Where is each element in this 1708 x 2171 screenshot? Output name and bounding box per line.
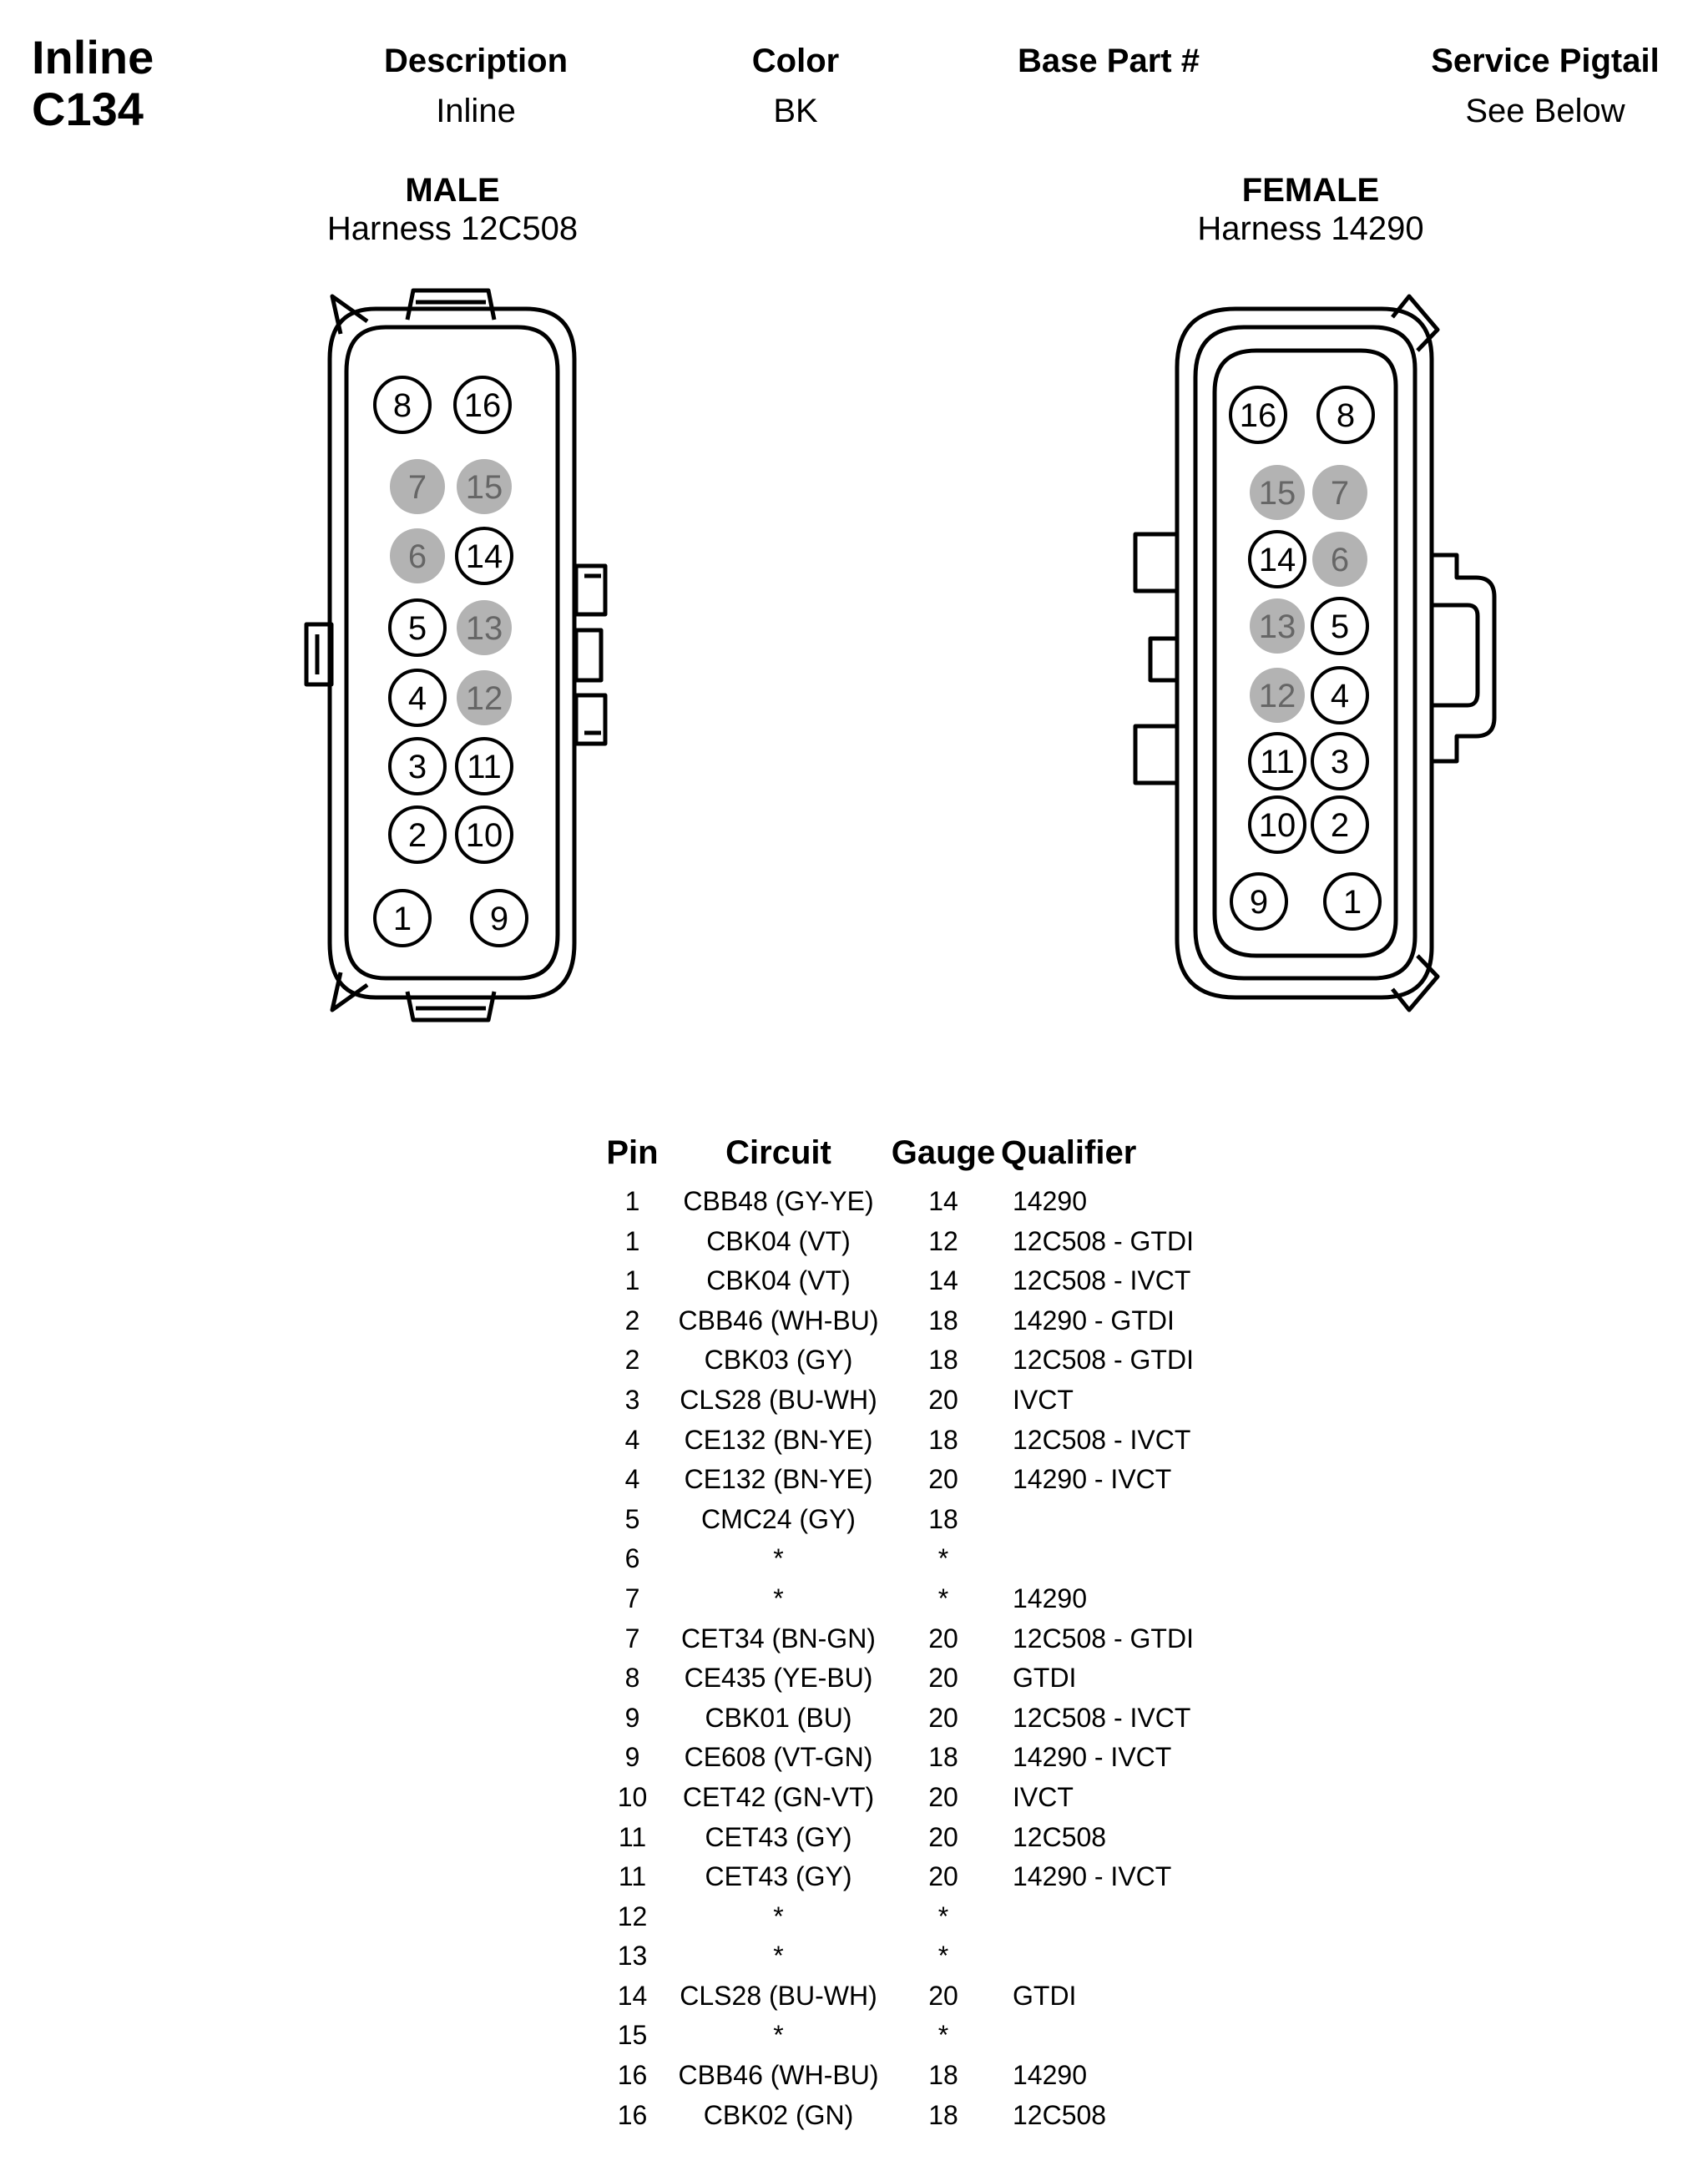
row-qualifier: GTDI [1013, 1980, 1077, 2011]
table-row [597, 1778, 1246, 1818]
row-qualifier: 14290 [1013, 1583, 1087, 1613]
table-row [597, 2056, 1246, 2096]
row-qualifier [998, 1500, 1246, 1540]
row-qualifier: GTDI [1013, 1663, 1077, 1694]
row-pin: 2 [624, 1305, 640, 1335]
header-label: Description [383, 43, 568, 79]
row-qualifier: 12C508 - GTDI [1013, 1345, 1194, 1376]
row-qualifier: IVCT [1013, 1781, 1074, 1812]
row-circuit: CBK01 (BU) [705, 1702, 852, 1733]
table-row [597, 1659, 1246, 1699]
connector-id: C134 [32, 83, 144, 135]
table-row [597, 2016, 1246, 2056]
header-pin: Pin [606, 1134, 659, 1171]
pin-number: 1 [1342, 884, 1362, 921]
row-pin: 4 [624, 1424, 640, 1455]
row-circuit: CET42 (GN-VT) [682, 1781, 875, 1812]
row-pin: 1 [624, 1186, 640, 1216]
row-gauge: 12 [928, 1225, 958, 1256]
row-gauge: 20 [928, 1623, 958, 1653]
row-gauge: 18 [928, 1424, 958, 1455]
row-pin: 15 [617, 2020, 648, 2051]
row-gauge: 20 [928, 1464, 958, 1495]
row-circuit: CBK02 (GN) [703, 2099, 854, 2130]
row-circuit: CMC24 (GY) [701, 1503, 856, 1534]
header-color [620, 42, 971, 130]
header-service-pigtail [1370, 42, 1708, 130]
row-gauge: 18 [928, 1345, 958, 1376]
table-row [597, 1460, 1246, 1500]
row-circuit: CBB46 (WH-BU) [678, 1305, 879, 1335]
pin-number: 9 [1249, 884, 1269, 921]
pin-number: 2 [407, 817, 427, 854]
table-row [597, 1340, 1246, 1381]
row-circuit: CBK03 (GY) [704, 1345, 853, 1376]
row-pin: 8 [624, 1663, 640, 1694]
male-pin-10 [457, 807, 512, 862]
male-pin-4 [390, 670, 445, 725]
pin-number: 14 [465, 538, 503, 575]
male-pin-15 [457, 459, 512, 514]
male-harness: Harness 12C508 [326, 210, 579, 247]
row-pin: 6 [624, 1543, 640, 1574]
row-circuit: CET43 (GY) [705, 1821, 852, 1852]
row-circuit: * [773, 1583, 784, 1613]
female-pin-3 [1312, 734, 1367, 789]
row-gauge: 18 [928, 1742, 958, 1773]
row-gauge: 14 [928, 1265, 958, 1296]
row-qualifier: 14290 - IVCT [1013, 1742, 1172, 1773]
male-pin-16 [455, 377, 510, 432]
row-gauge: * [937, 1583, 949, 1613]
table-row [597, 2096, 1246, 2136]
table-row [597, 1579, 1246, 1619]
pin-number: 7 [1330, 475, 1350, 512]
row-qualifier [998, 1936, 1246, 1977]
row-gauge: 14 [928, 1186, 958, 1216]
male-label [219, 171, 686, 248]
row-pin: 16 [617, 2060, 648, 2091]
table-row [597, 1738, 1246, 1778]
row-qualifier [998, 1539, 1246, 1579]
row-circuit: * [773, 1941, 784, 1972]
pin-number: 5 [407, 610, 427, 647]
female-connector-diagram [1119, 284, 1511, 1027]
female-pin-array [1230, 387, 1380, 929]
female-pin-15 [1250, 465, 1305, 520]
table-row [597, 1500, 1246, 1540]
row-qualifier: 14290 [1013, 2060, 1087, 2091]
row-gauge: * [937, 1941, 949, 1972]
table-row [597, 1936, 1246, 1977]
row-pin: 5 [624, 1503, 640, 1534]
pin-number: 5 [1330, 608, 1350, 645]
pin-number: 12 [465, 680, 503, 717]
pin-number: 3 [1330, 744, 1350, 780]
row-pin: 11 [618, 1861, 647, 1892]
row-gauge: 18 [928, 2099, 958, 2130]
pin-number: 6 [1330, 542, 1350, 578]
pin-number: 10 [1258, 807, 1296, 844]
male-pin-11 [457, 739, 512, 794]
row-gauge: 20 [928, 1702, 958, 1733]
row-circuit: CBB46 (WH-BU) [678, 2060, 879, 2091]
table-row [597, 1421, 1246, 1461]
pin-number: 14 [1258, 542, 1296, 578]
male-pin-13 [457, 600, 512, 655]
female-pin-2 [1312, 797, 1367, 852]
female-pin-13 [1250, 598, 1305, 654]
pin-number: 4 [407, 680, 427, 717]
header-label: Color [751, 43, 840, 79]
table-row [597, 1222, 1246, 1262]
female-pin-5 [1312, 598, 1367, 654]
female-pin-9 [1231, 874, 1286, 929]
row-pin: 14 [617, 1980, 648, 2011]
row-gauge: 20 [928, 1663, 958, 1694]
header-label: Base Part # [1018, 43, 1200, 79]
male-pin-array [375, 377, 527, 946]
row-qualifier: 14290 - IVCT [1013, 1861, 1172, 1892]
header-circuit: Circuit [725, 1134, 831, 1171]
table-row [597, 1699, 1246, 1739]
row-pin: 3 [624, 1384, 640, 1415]
pin-number: 8 [392, 387, 412, 424]
pin-number: 4 [1330, 678, 1350, 714]
male-pin-14 [457, 528, 512, 583]
female-label [1077, 171, 1544, 248]
pin-number: 9 [489, 901, 509, 937]
row-circuit: CET43 (GY) [705, 1861, 852, 1892]
row-qualifier: 12C508 [1013, 1821, 1107, 1852]
row-circuit: CLS28 (BU-WH) [680, 1980, 877, 2011]
row-gauge: 18 [928, 1503, 958, 1534]
row-gauge: 18 [928, 2060, 958, 2091]
pin-number: 7 [407, 469, 427, 506]
female-pin-11 [1250, 734, 1305, 789]
pin-number: 12 [1258, 678, 1296, 714]
row-pin: 2 [624, 1345, 640, 1376]
row-qualifier: 12C508 - GTDI [1013, 1623, 1194, 1653]
row-gauge: * [937, 1543, 949, 1574]
table-row [597, 1381, 1246, 1421]
male-pin-7 [390, 459, 445, 514]
female-pin-12 [1250, 668, 1305, 723]
female-pin-16 [1230, 387, 1286, 442]
row-circuit: CE132 (BN-YE) [684, 1424, 873, 1455]
row-qualifier [998, 1897, 1246, 1937]
row-qualifier: 14290 - GTDI [1013, 1305, 1175, 1335]
row-circuit: CLS28 (BU-WH) [680, 1384, 877, 1415]
row-pin: 9 [624, 1702, 640, 1733]
pin-table [597, 1133, 1246, 2135]
pin-number: 10 [465, 817, 503, 854]
row-gauge: 20 [928, 1980, 958, 2011]
row-gauge: 20 [928, 1781, 958, 1812]
row-gauge: 20 [928, 1821, 958, 1852]
row-qualifier: 12C508 - GTDI [1013, 1225, 1194, 1256]
table-row [597, 1301, 1246, 1341]
pin-number: 8 [1336, 397, 1356, 434]
connector-title-line1: Inline [32, 31, 154, 83]
row-circuit: CE435 (YE-BU) [684, 1663, 873, 1694]
male-title: MALE [405, 172, 500, 209]
table-row [597, 1619, 1246, 1659]
pin-number: 16 [1239, 397, 1277, 434]
female-pin-1 [1325, 874, 1380, 929]
table-row [597, 1897, 1246, 1937]
table-row [597, 1857, 1246, 1897]
female-pin-8 [1318, 387, 1373, 442]
header-qualifier: Qualifier [1001, 1134, 1137, 1171]
pin-number: 15 [465, 469, 503, 506]
header-base-part [933, 42, 1284, 92]
row-pin: 1 [624, 1265, 640, 1296]
row-pin: 16 [617, 2099, 648, 2130]
row-pin: 7 [624, 1583, 640, 1613]
row-gauge: 18 [928, 1305, 958, 1335]
female-pin-10 [1250, 797, 1305, 852]
header-description [301, 42, 651, 130]
male-connector-diagram [296, 284, 614, 1027]
row-gauge: 20 [928, 1861, 958, 1892]
row-qualifier [998, 2016, 1246, 2056]
row-qualifier: 12C508 - IVCT [1013, 1265, 1191, 1296]
table-row [597, 1977, 1246, 2017]
row-qualifier: 12C508 - IVCT [1013, 1702, 1191, 1733]
female-pin-7 [1312, 465, 1367, 520]
female-pin-14 [1250, 532, 1305, 587]
pin-table-header [597, 1133, 1246, 1182]
row-circuit: CBK04 (VT) [706, 1225, 851, 1256]
header-gauge: Gauge [891, 1134, 996, 1171]
male-pin-2 [390, 807, 445, 862]
table-row [597, 1539, 1246, 1579]
row-qualifier: 14290 - IVCT [1013, 1464, 1172, 1495]
row-gauge: 20 [928, 1384, 958, 1415]
pin-number: 3 [407, 749, 427, 785]
pin-number: 1 [392, 901, 412, 937]
male-pin-8 [375, 377, 430, 432]
pin-number: 6 [407, 538, 427, 575]
male-pin-5 [390, 600, 445, 655]
row-qualifier: 14290 [1013, 1186, 1087, 1216]
row-pin: 9 [624, 1742, 640, 1773]
row-circuit: * [773, 2020, 784, 2051]
header-value: BK [773, 93, 818, 129]
pin-number: 11 [467, 749, 502, 785]
row-circuit: CET34 (BN-GN) [681, 1623, 876, 1653]
row-qualifier: 12C508 [1013, 2099, 1107, 2130]
row-circuit: CBB48 (GY-YE) [683, 1186, 874, 1216]
table-row [597, 1182, 1246, 1222]
male-pin-12 [457, 670, 512, 725]
female-connector-housing [1135, 296, 1494, 1010]
row-pin: 1 [624, 1225, 640, 1256]
row-qualifier: 12C508 - IVCT [1013, 1424, 1191, 1455]
table-row [597, 1818, 1246, 1858]
row-circuit: CE608 (VT-GN) [684, 1742, 873, 1773]
pin-number: 2 [1330, 807, 1350, 844]
header-value: Inline [436, 93, 516, 129]
male-pin-1 [375, 891, 430, 946]
row-pin: 4 [624, 1464, 640, 1495]
row-pin: 7 [624, 1623, 640, 1653]
pin-number: 13 [1258, 608, 1296, 645]
row-circuit: * [773, 1543, 784, 1574]
row-pin: 11 [618, 1821, 647, 1852]
header-label: Service Pigtail [1431, 43, 1660, 79]
row-pin: 13 [617, 1941, 648, 1972]
male-pin-6 [390, 528, 445, 583]
female-pin-4 [1312, 668, 1367, 723]
female-harness: Harness 14290 [1197, 210, 1424, 247]
pin-number: 11 [1260, 744, 1295, 780]
row-gauge: * [937, 2020, 949, 2051]
connector-title [32, 32, 154, 135]
row-pin: 10 [617, 1781, 648, 1812]
row-qualifier: IVCT [1013, 1384, 1074, 1415]
female-title: FEMALE [1241, 172, 1380, 209]
row-pin: 12 [617, 1901, 648, 1931]
pin-number: 15 [1258, 475, 1296, 512]
row-circuit: CE132 (BN-YE) [684, 1464, 873, 1495]
header-value: See Below [1465, 93, 1625, 129]
female-pin-6 [1312, 532, 1367, 587]
pin-number: 13 [465, 610, 503, 647]
male-pin-3 [390, 739, 445, 794]
pin-number: 16 [463, 387, 502, 424]
row-gauge: * [937, 1901, 949, 1931]
table-row [597, 1261, 1246, 1301]
row-circuit: * [773, 1901, 784, 1931]
row-circuit: CBK04 (VT) [706, 1265, 851, 1296]
male-pin-9 [472, 891, 527, 946]
